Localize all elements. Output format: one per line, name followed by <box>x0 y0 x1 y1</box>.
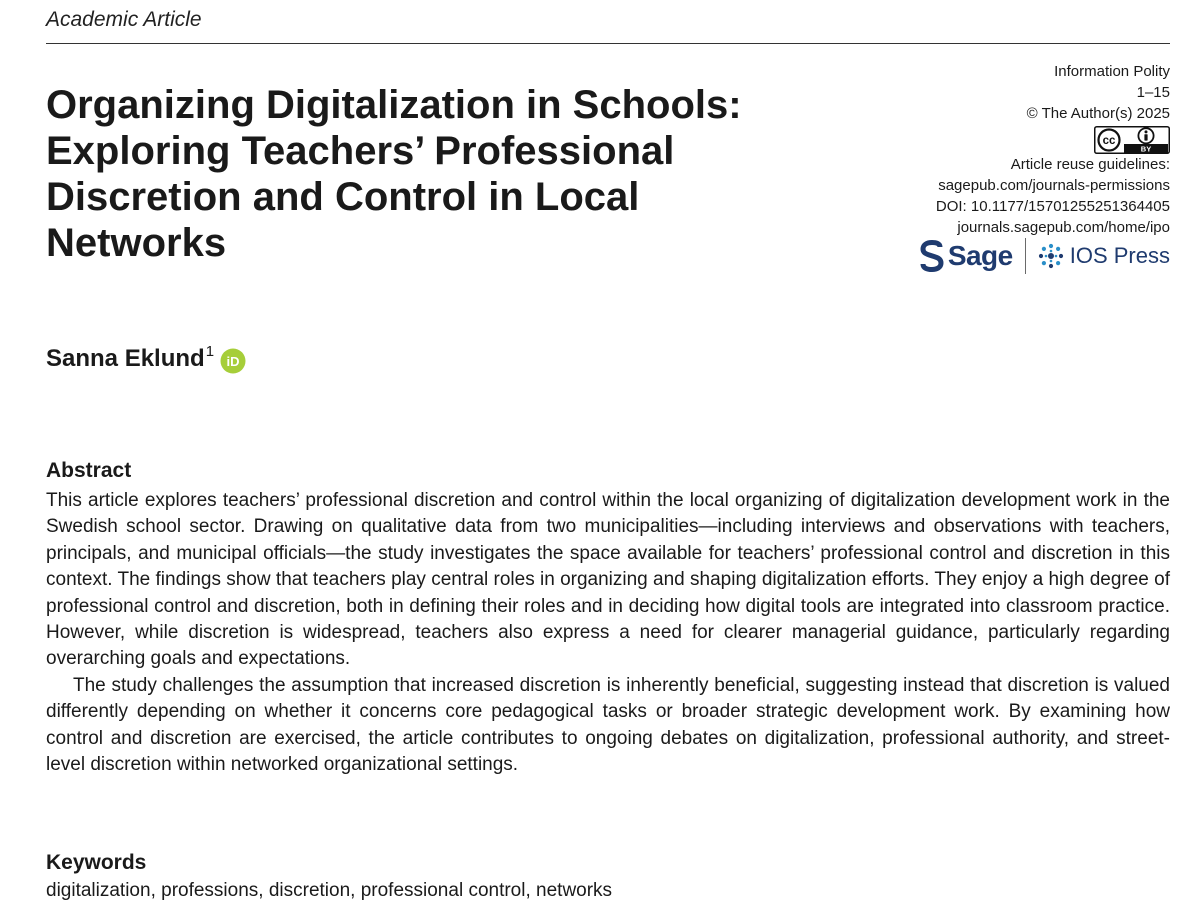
page-range: 1–15 <box>1136 84 1170 101</box>
ios-press-dots-icon <box>1038 243 1064 269</box>
cc-text: cc <box>1102 135 1116 148</box>
logo-divider <box>1025 238 1026 274</box>
ios-press-logo[interactable] <box>1038 243 1170 269</box>
orcid-icon[interactable] <box>220 348 246 374</box>
ios-press-wordmark: IOS Press <box>1069 243 1170 268</box>
abstract-paragraph: The study challenges the assumption that increased discretion is inherently beneficial, suggesting instead that discretion is valued differently depending on whether it concerns core pedagogical tasks or broader strategic development work. By examining how control and discretion are exercised, the article contributes to ongoing debates on digitalization, professional authority, and street-level discretion within networked organizational settings. <box>46 674 1170 776</box>
article-title <box>46 82 806 266</box>
doi-link[interactable]: DOI: 10.1177/15701255251364405 <box>935 198 1170 215</box>
author-name[interactable]: Sanna Eklund <box>46 345 205 372</box>
affiliation-mark: 1 <box>205 343 215 360</box>
journal-homepage-link[interactable]: journals.sagepub.com/home/ipo <box>957 219 1170 236</box>
header-divider <box>46 43 1170 44</box>
reuse-guidelines-label: Article reuse guidelines: <box>1010 156 1170 173</box>
orcid-label: iD <box>226 354 240 369</box>
keywords-list: digitalization, professions, discretion, professional control, networks <box>46 880 613 901</box>
title-line: Exploring Teachers’ Professional <box>46 129 675 173</box>
sage-s-mark-icon <box>920 240 944 272</box>
section-label: Academic Article <box>46 8 202 31</box>
copyright: © The Author(s) 2025 <box>1026 105 1170 122</box>
cc-by-license-icon[interactable] <box>1094 126 1170 154</box>
abstract-heading: Abstract <box>46 459 132 482</box>
title-line: Organizing Digitalization in Schools: <box>46 83 742 127</box>
abstract-paragraph: This article explores teachers’ professional discretion and control within the local organizing of digitalization development work in the Swedish school sector. Drawing on qualitative data from two municipalities—including interviews and observations with teachers, principals, and municipal officials—the study investigates the space available for teachers’ professional control and discretion in this context. The findings show that teachers play central roles in organizing and shaping digitalization efforts. They enjoy a high degree of professional control and discretion, both in defining their roles and in deciding how digital tools are integrated into classroom practice. However, while discretion is widespread, teachers also express a need for clearer managerial guidance, particularly regarding overarching goals and expectations. <box>46 490 1170 670</box>
title-line: Discretion and Control in Local <box>46 175 640 219</box>
abstract-body <box>46 488 1170 778</box>
keywords-heading: Keywords <box>46 851 147 874</box>
publisher-logos <box>920 236 1170 276</box>
cc-by-text: BY <box>1140 144 1152 154</box>
sage-wordmark: Sage <box>947 240 1013 271</box>
author-line <box>46 345 246 374</box>
title-line: Networks <box>46 221 227 265</box>
journal-metadata <box>870 61 1170 238</box>
journal-name: Information Polity <box>1054 63 1170 80</box>
sage-logo[interactable] <box>920 240 1013 272</box>
reuse-guidelines-link[interactable]: sagepub.com/journals-permissions <box>938 177 1170 194</box>
